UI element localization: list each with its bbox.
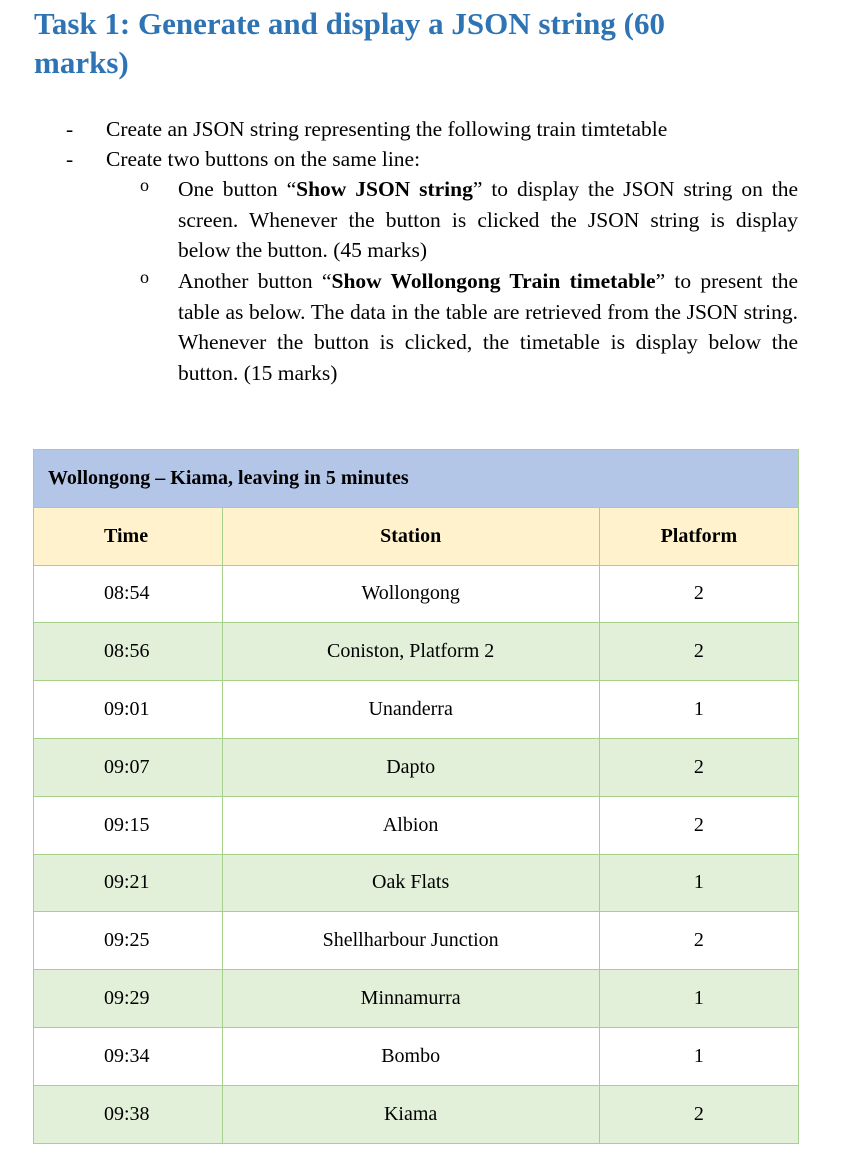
table-row [34,1027,799,1085]
cell-platform: 1 [599,1027,798,1085]
table-row [34,681,799,739]
cell-time: 08:54 [34,565,223,623]
cell-platform: 1 [599,854,798,912]
header-platform: Platform [599,507,798,565]
table-row [34,796,799,854]
cell-time: 09:21 [34,854,223,912]
dash-marker: - [66,117,74,141]
cell-time: 09:01 [34,681,223,739]
cell-station: Oak Flats [222,854,599,912]
cell-platform: 2 [599,912,798,970]
cell-platform: 2 [599,796,798,854]
cell-station: Albion [222,796,599,854]
timetable-caption: Wollongong – Kiama, leaving in 5 minutes [34,450,799,508]
cell-time: 09:25 [34,912,223,970]
cell-station: Shellharbour Junction [222,912,599,970]
button-name-show-timetable: Show Wollongong Train timetable [331,269,656,293]
cell-station: Wollongong [222,565,599,623]
cell-time: 09:34 [34,1027,223,1085]
table-row [34,1085,799,1143]
cell-time: 09:38 [34,1085,223,1143]
timetable [33,449,799,1144]
header-station: Station [222,507,599,565]
cell-platform: 2 [599,738,798,796]
table-row [34,970,799,1028]
cell-platform: 2 [599,623,798,681]
table-row [34,565,799,623]
circle-bullet-icon: o [140,267,149,287]
table-row [34,912,799,970]
cell-station: Kiama [222,1085,599,1143]
cell-time: 09:07 [34,738,223,796]
table-row [34,623,799,681]
dash-marker: - [66,147,74,171]
cell-station: Bombo [222,1027,599,1085]
cell-platform: 2 [599,1085,798,1143]
cell-time: 09:29 [34,970,223,1028]
cell-station: Minnamurra [222,970,599,1028]
sub-bullet-text: One button “Show JSON string” to display the JSON string on the screen. Whenever the button is clicked the JSON string is display below the button. (45 marks) [178,177,799,262]
cell-time: 09:15 [34,796,223,854]
cell-platform: 1 [599,970,798,1028]
button-name-show-json: Show JSON string [296,177,473,201]
circle-bullet-icon: o [140,175,149,195]
bullet-text: Create two buttons on the same line: [106,147,421,171]
cell-time: 08:56 [34,623,223,681]
cell-station: Unanderra [222,681,599,739]
bullet-text: Create an JSON string representing the following train timtetable [106,117,668,141]
sub-bullet-text: Another button “Show Wollongong Train timetable” to present the table as below. The data in the table are retrieved from the JSON string. Whenever the button is clicked, the timetable is display below the button. (15 marks) [178,269,798,385]
cell-station: Dapto [222,738,599,796]
table-row [34,854,799,912]
cell-platform: 2 [599,565,798,623]
cell-station: Coniston, Platform 2 [222,623,599,681]
task-heading: Task 1: Generate and display a JSON string (60 marks) [34,6,665,80]
table-row [34,738,799,796]
header-time: Time [34,507,223,565]
cell-platform: 1 [599,681,798,739]
